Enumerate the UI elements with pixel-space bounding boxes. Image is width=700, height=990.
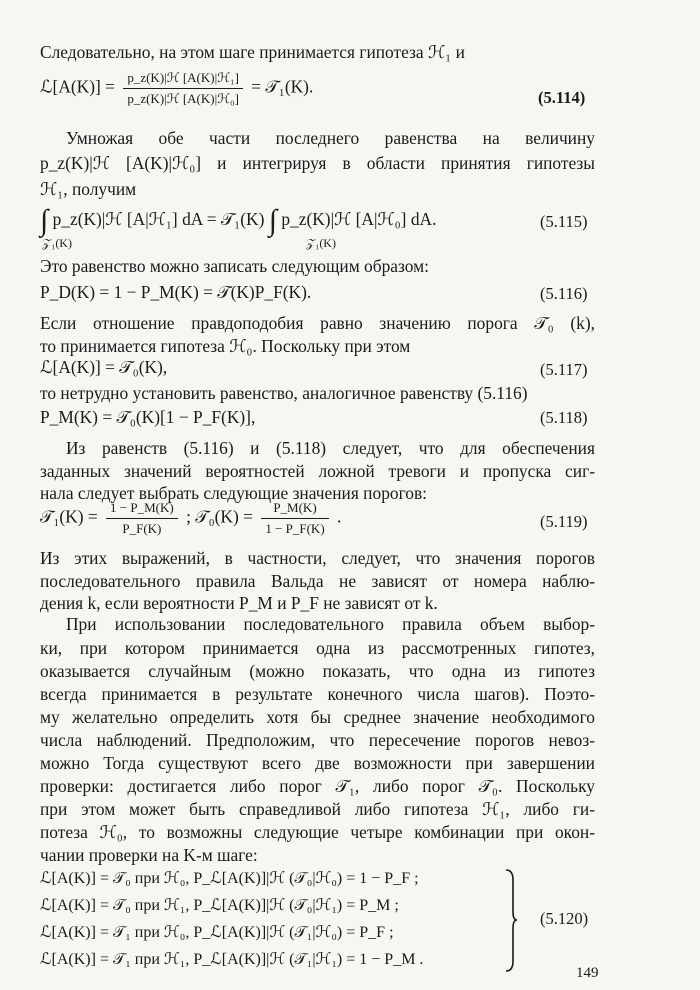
equation-part: p_z(K)|ℋ [A|ℋ₀] dA. (281, 209, 437, 229)
integral-sign: ∫ (268, 204, 277, 237)
equation-number: (5.115) (540, 212, 588, 231)
paragraph-line: Это равенство можно записать следующим образом: (40, 256, 429, 276)
equation-number: (5.119) (540, 512, 588, 531)
equation-number: (5.117) (540, 360, 588, 379)
paragraph-line: потеза ℋ₀, то возможны следующие четыре комбинации при окон- (40, 822, 595, 842)
integral-subscript: 𝒵₁(K) (42, 236, 72, 250)
equation-5-114 (40, 70, 313, 107)
fraction-denominator: p_z(K)|ℋ [A(K)|ℋ₀] (127, 91, 239, 106)
paragraph-line: ки, при котором принимается одна из рассмотренных гипотез, (40, 638, 595, 658)
paragraph-line: Из равенств (5.116) и (5.118) следует, что для обеспечения (66, 438, 595, 458)
fraction-denominator: 1 − P_F(K) (265, 521, 325, 536)
integral-subscript: 𝒵₁(K) (306, 236, 336, 250)
equation-5-120-row: ℒ[A(K)] = 𝒯₁ при ℋ₀, P_ℒ[A(K)]|ℋ (𝒯₁|ℋ₀) = P_F ; (40, 924, 394, 941)
equation-5-120-row: ℒ[A(K)] = 𝒯₁ при ℋ₁, P_ℒ[A(K)]|ℋ (𝒯₁|ℋ₁) = 1 − P_M . (40, 951, 424, 968)
equation-5-117: ℒ[A(K)] = 𝒯₀(K), (40, 357, 168, 377)
paragraph-line: при этом может быть справедливой либо гипотеза ℋ₁, либо ги- (40, 799, 595, 819)
page-number: 149 (576, 965, 599, 981)
paragraph-line: заданных значений вероятностей ложной тревоги и пропуска сиг- (40, 461, 595, 481)
equation-number: (5.114) (538, 88, 586, 107)
equation-5-120-row: ℒ[A(K)] = 𝒯₀ при ℋ₀, P_ℒ[A(K)]|ℋ (𝒯₀|ℋ₀) = 1 − P_F ; (40, 870, 419, 887)
paragraph-line: числа наблюдений. Предположим, что пересечение порогов невоз- (40, 730, 595, 750)
paragraph-line: всегда принимается в результате конечного числа шагов). Поэто- (40, 684, 595, 704)
paragraph-line: p_z(K)|ℋ [A(K)|ℋ₀] и интегрируя в области принятия гипотезы (40, 153, 595, 173)
paragraph-line: При использовании последовательного правила объем выбор- (66, 614, 595, 634)
paragraph-line: нала следует выбрать следующие значения порогов: (40, 483, 428, 503)
paragraph-line: Умножая обе части последнего равенства на величину (66, 128, 595, 148)
fraction-numerator: P_M(K) (261, 500, 328, 519)
equation-5-116: P_D(K) = 1 − P_M(K) = 𝒯(K)P_F(K). (40, 282, 312, 302)
fraction-denominator: P_F(K) (122, 521, 162, 536)
fraction (123, 70, 243, 107)
equation-part: . (337, 506, 342, 527)
fraction (261, 500, 328, 537)
right-brace-icon (504, 868, 518, 973)
paragraph-line: му желательно определить хотя бы среднее значение необходимого (40, 707, 595, 727)
equation-lhs: ℒ[A(K)] = (40, 76, 115, 97)
paragraph-line: последовательного правила Вальда не зависят от номера наблю- (40, 571, 595, 591)
paragraph-line: Из этих выражений, в частности, следует, что значения порогов (40, 548, 595, 568)
equation-5-115 (40, 204, 436, 238)
equation-5-119 (40, 500, 341, 537)
paragraph-line: Если отношение правдоподобия равно значению порога 𝒯₀ (k), (40, 313, 595, 333)
paragraph-line: дения k, если вероятности P_M и P_F не зависят от k. (40, 593, 438, 613)
equation-rhs: = 𝒯₁(K). (251, 76, 314, 97)
paragraph-line: проверки: достигается либо порог 𝒯₁, либо порог 𝒯₀. Поскольку (40, 776, 595, 796)
fraction (106, 500, 178, 537)
equation-5-118: P_M(K) = 𝒯₀(K)[1 − P_F(K)], (40, 407, 256, 427)
equation-number: (5.120) (540, 909, 589, 928)
equation-part: 𝒯₁(K) = (40, 506, 98, 527)
paragraph-line: ℋ₁, получим (40, 179, 137, 199)
paragraph-line: можно Тогда существуют всего две возможности при завершении (40, 753, 595, 773)
integral-sign: ∫ (40, 204, 49, 237)
equation-part: p_z(K)|ℋ [A|ℋ₁] dA = 𝒯₁(K) (52, 209, 265, 229)
fraction-numerator: p_z(K)|ℋ [A(K)|ℋ₁] (123, 70, 243, 89)
paragraph-line: то нетрудно установить равенство, аналогичное равенству (5.116) (40, 383, 528, 403)
equation-5-120-row: ℒ[A(K)] = 𝒯₀ при ℋ₁, P_ℒ[A(K)]|ℋ (𝒯₀|ℋ₁) = P_M ; (40, 897, 399, 914)
equation-number: (5.118) (540, 408, 588, 427)
paragraph-line: Следовательно, на этом шаге принимается гипотеза ℋ₁ и (40, 42, 465, 62)
paragraph-line: чании проверки на K-м шаге: (40, 845, 258, 865)
paragraph-line: оказывается случайным (можно показать, что одна из гипотез (40, 661, 595, 681)
equation-number: (5.116) (540, 284, 588, 303)
paragraph-line: то принимается гипотеза ℋ₀. Поскольку при этом (40, 336, 411, 356)
equation-part: ; 𝒯₀(K) = (186, 506, 253, 527)
fraction-numerator: 1 − P_M(K) (106, 500, 178, 519)
